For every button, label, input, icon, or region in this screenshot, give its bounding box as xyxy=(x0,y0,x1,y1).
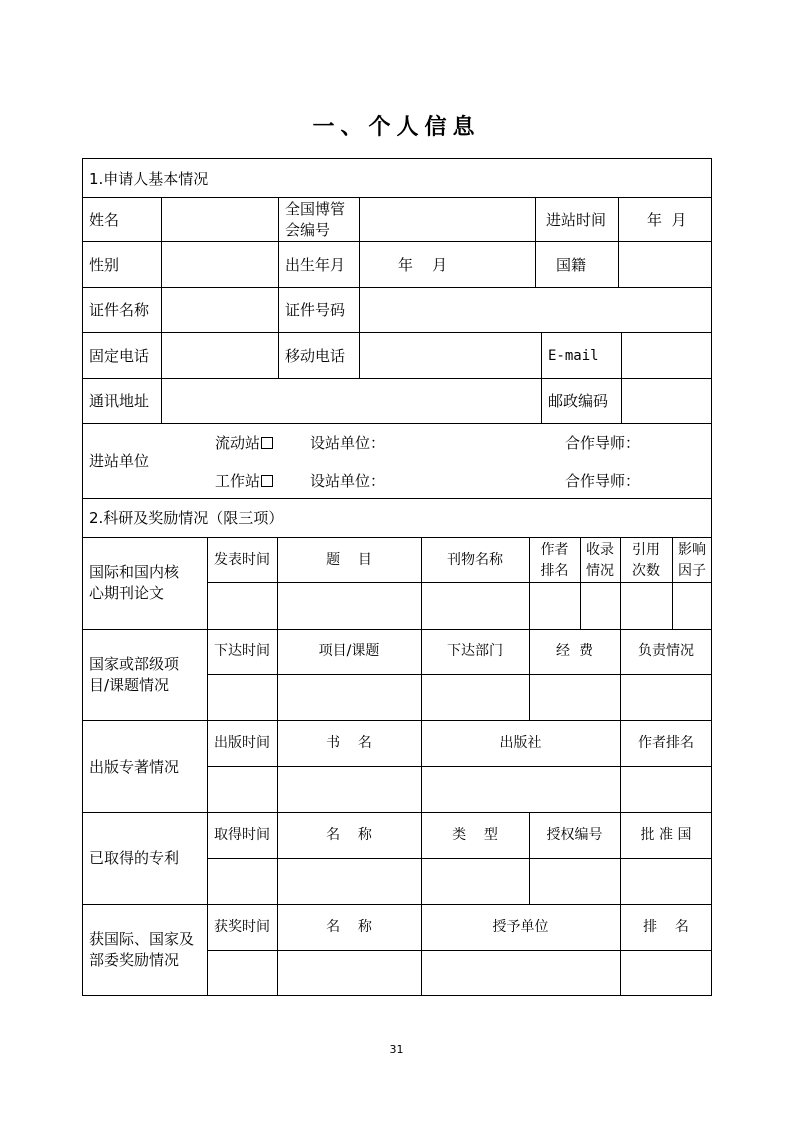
page-title: 一、个人信息 xyxy=(312,115,481,140)
label-mobile: 移动电话 xyxy=(285,347,346,365)
header-awarding-unit: 授予单位 xyxy=(492,919,549,935)
checkbox-icon[interactable] xyxy=(261,437,273,449)
label-station-unit: 设站单位： xyxy=(310,472,386,490)
row-divider xyxy=(207,766,712,767)
option-mobile-station[interactable] xyxy=(215,433,273,453)
label-email: E-mail xyxy=(548,348,599,364)
label-id-number: 证件号码 xyxy=(285,301,346,319)
label-birth: 出生年月 xyxy=(285,256,346,274)
header-patent-name: 名 称 xyxy=(326,827,372,843)
row-divider xyxy=(207,950,712,951)
page-number: 31 xyxy=(389,1043,404,1056)
birth-year-month: 年 月 xyxy=(398,256,448,274)
label-phone: 固定电话 xyxy=(89,347,150,365)
row-divider xyxy=(82,332,712,333)
label-name: 姓名 xyxy=(89,211,120,229)
col-divider xyxy=(618,197,619,287)
label-projects: 国家或部级项 目/课题情况 xyxy=(89,655,180,694)
header-award-name: 名 称 xyxy=(326,919,372,935)
col-divider xyxy=(359,197,360,378)
row-divider xyxy=(82,287,712,288)
row-divider xyxy=(82,904,712,905)
row-divider xyxy=(82,629,712,630)
col-divider xyxy=(161,197,162,423)
section-heading-basic-info: 1.申请人基本情况 xyxy=(89,170,209,188)
col-divider xyxy=(541,332,542,423)
label-gender: 性别 xyxy=(89,256,120,274)
label-advisor: 合作导师： xyxy=(565,472,641,490)
label-postdoc-id: 全国博管 会编号 xyxy=(285,200,346,239)
col-divider xyxy=(278,197,279,378)
section-heading-research: 2.科研及奖励情况（限三项） xyxy=(89,509,284,527)
label-advisor: 合作导师： xyxy=(565,434,641,452)
header-award-time: 获奖时间 xyxy=(214,919,270,935)
option-work-station[interactable] xyxy=(215,471,273,491)
header-publish-time: 发表时间 xyxy=(214,552,270,568)
header-granted-time: 取得时间 xyxy=(214,827,270,843)
row-divider xyxy=(82,498,712,499)
label-station-unit: 设站单位： xyxy=(310,434,386,452)
mobile-station-label: 流动站 xyxy=(215,434,261,452)
row-divider xyxy=(82,812,712,813)
label-unit: 进站单位 xyxy=(89,452,150,470)
label-papers: 国际和国内核 心期刊论文 xyxy=(89,563,180,602)
header-journal: 刊物名称 xyxy=(447,552,503,568)
label-postcode: 邮政编码 xyxy=(548,392,609,410)
header-issue-time: 下达时间 xyxy=(214,643,270,659)
entry-year-month: 年 月 xyxy=(647,211,687,229)
label-id-type: 证件名称 xyxy=(89,301,150,319)
header-funding: 经 费 xyxy=(556,643,593,659)
col-divider xyxy=(535,197,536,287)
header-paper-title: 题 目 xyxy=(326,552,372,568)
header-publish-date: 出版时间 xyxy=(214,735,270,751)
row-divider xyxy=(82,720,712,721)
label-address: 通讯地址 xyxy=(89,392,150,410)
row-divider xyxy=(207,858,712,859)
row-divider xyxy=(82,378,712,379)
work-station-label: 工作站 xyxy=(215,472,261,490)
header-issuing-dept: 下达部门 xyxy=(447,643,503,659)
header-impact-factor: 影响 因子 xyxy=(678,542,706,579)
checkbox-icon[interactable] xyxy=(261,475,273,487)
header-rank: 排 名 xyxy=(643,919,689,935)
header-approving-country: 批 准 国 xyxy=(640,827,692,843)
header-citations: 引用 次数 xyxy=(632,542,660,579)
col-divider xyxy=(621,332,622,423)
header-book-title: 书 名 xyxy=(326,735,372,751)
header-project: 项目/课题 xyxy=(318,643,380,659)
header-author-rank: 作者 排名 xyxy=(540,542,569,579)
header-grant-number: 授权编号 xyxy=(546,827,603,843)
row-divider xyxy=(82,537,712,538)
header-responsibility: 负责情况 xyxy=(638,643,694,659)
header-indexing: 收录 情况 xyxy=(586,542,614,579)
row-divider xyxy=(207,582,712,583)
label-entry-time: 进站时间 xyxy=(546,211,607,229)
row-divider xyxy=(82,423,712,424)
header-patent-type: 类 型 xyxy=(452,827,498,843)
row-divider xyxy=(207,674,712,675)
label-patents: 已取得的专利 xyxy=(89,849,180,867)
header-publisher: 出版社 xyxy=(499,735,542,751)
header-author-rank: 作者排名 xyxy=(638,735,694,751)
label-books: 出版专著情况 xyxy=(89,758,180,776)
label-nationality: 国籍 xyxy=(556,256,587,274)
label-awards: 获国际、国家及 部委奖励情况 xyxy=(89,930,195,969)
